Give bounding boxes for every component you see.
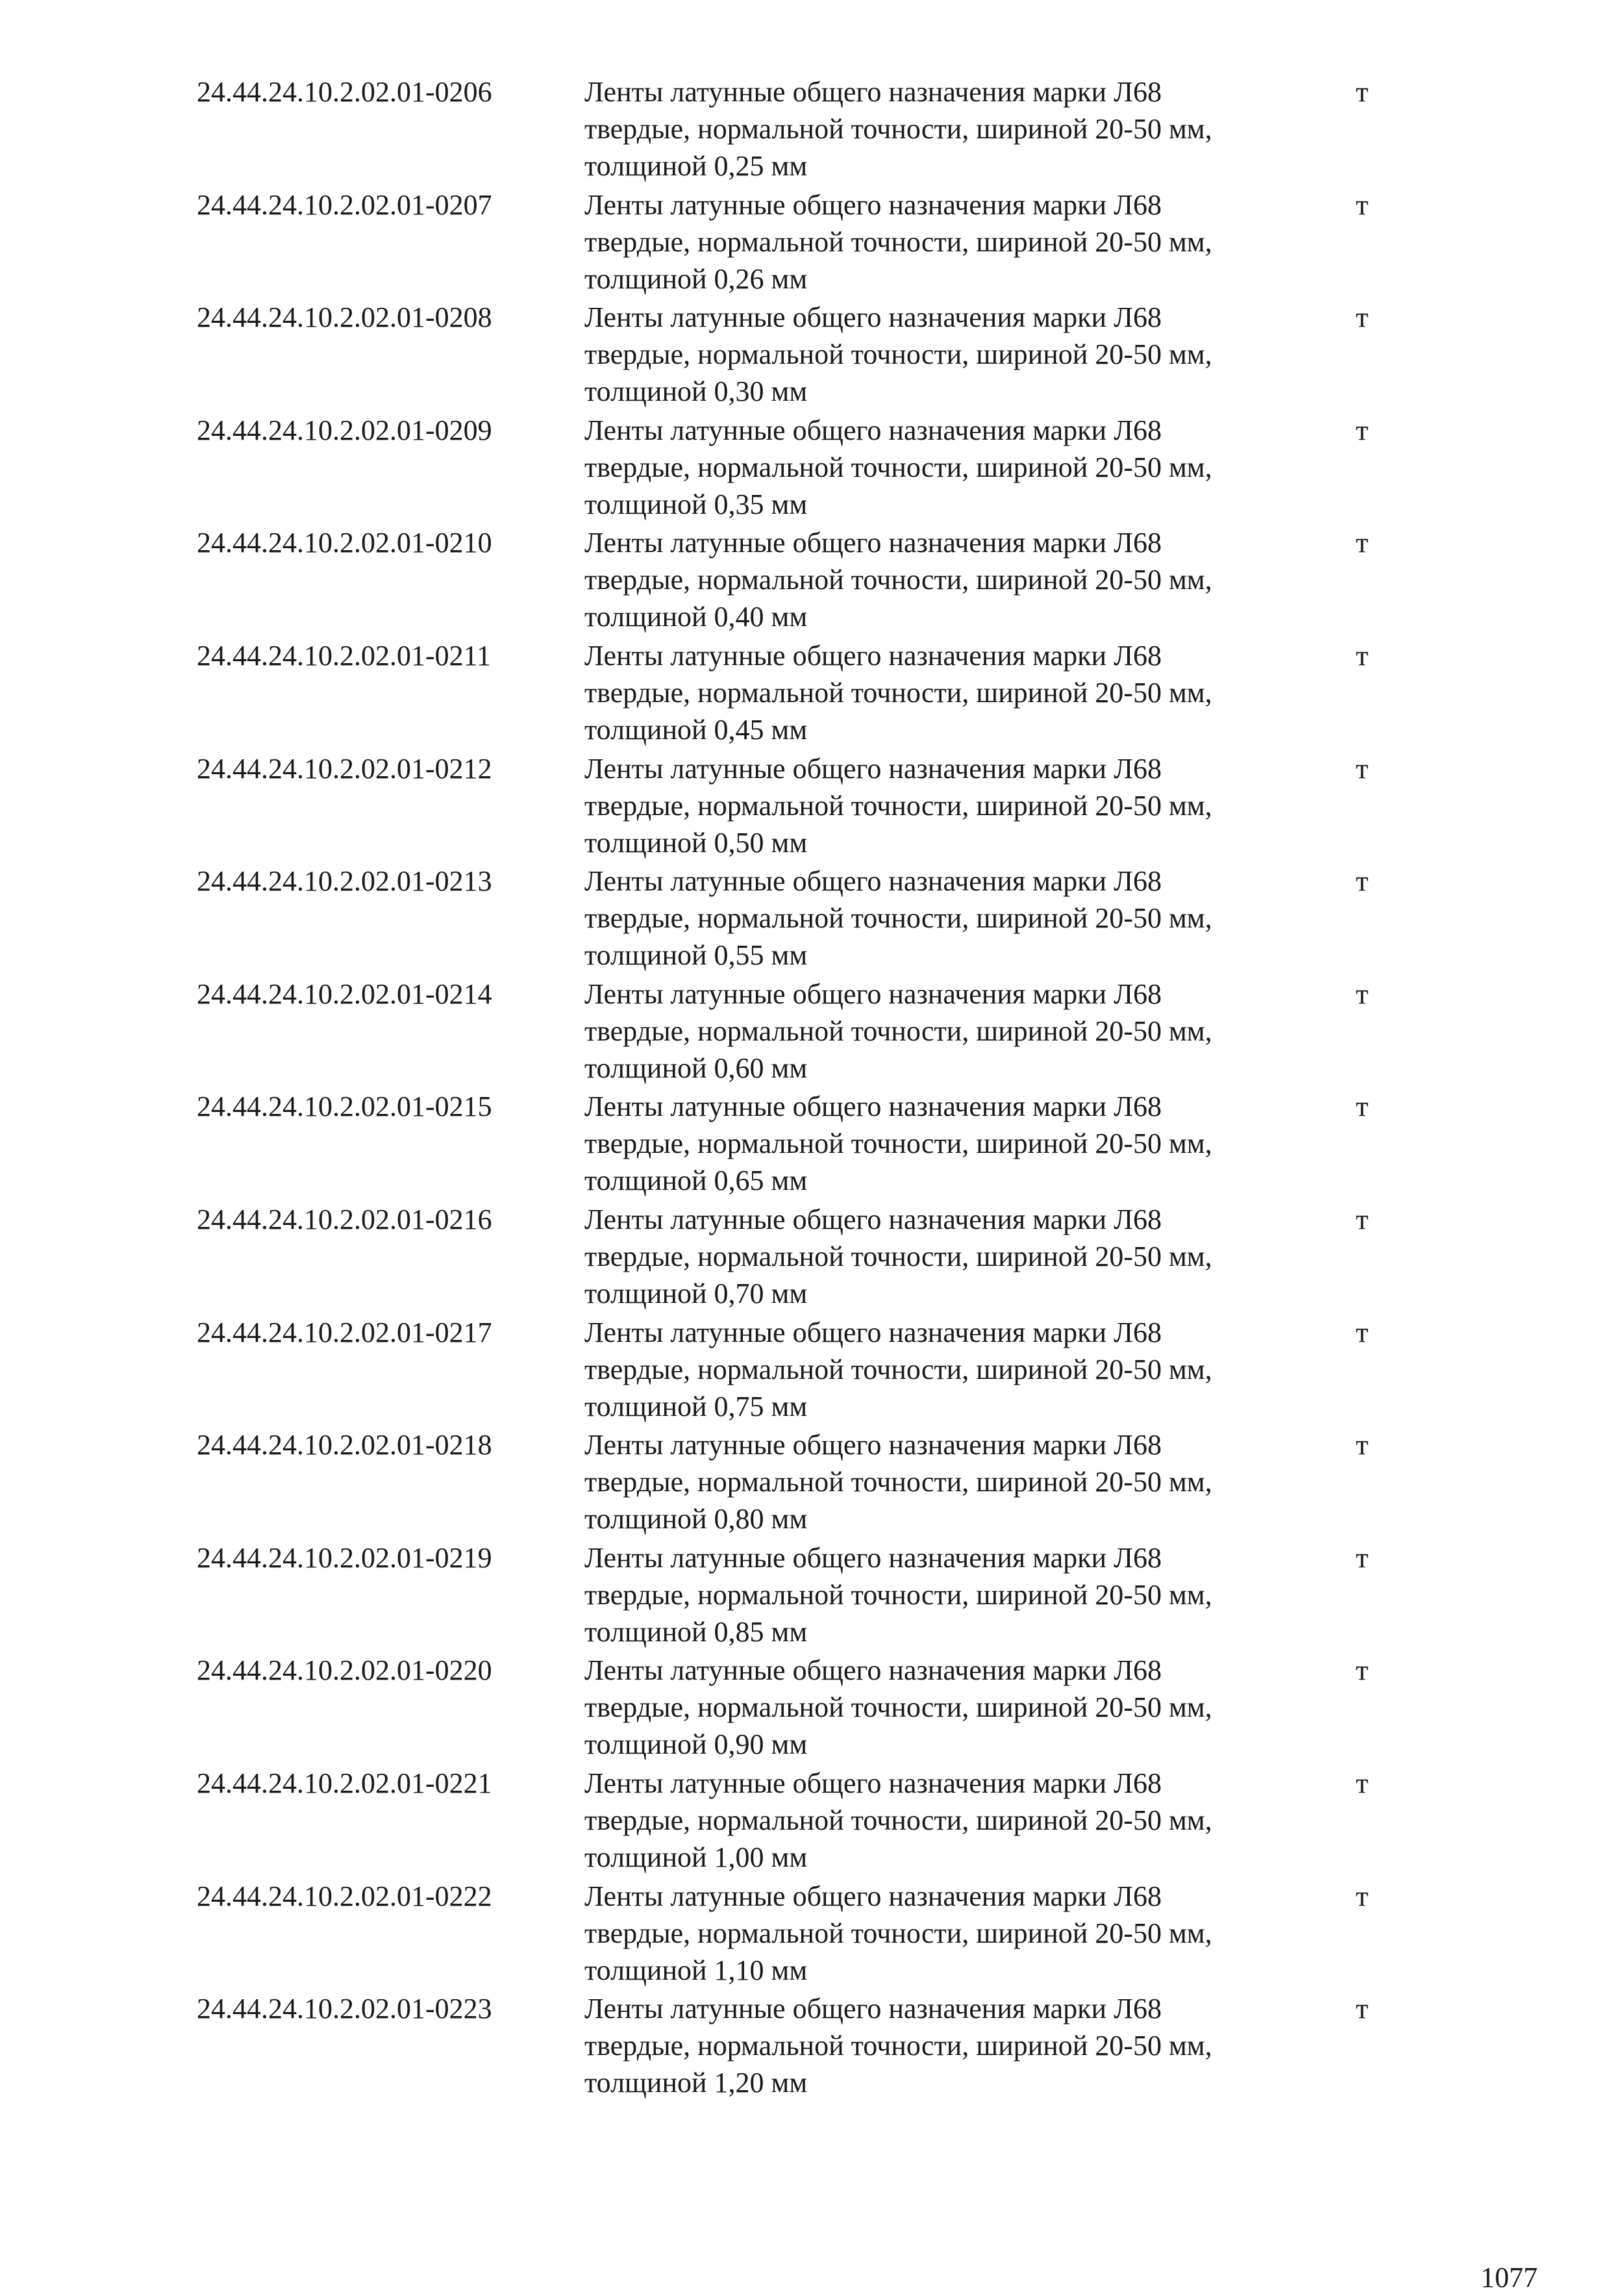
entry-description [584, 637, 1331, 748]
description-line: твердые, нормальной точности, шириной 20-50 мм, [584, 1804, 1212, 1836]
description-line: толщиной 0,25 мм [584, 150, 808, 182]
entry-unit: т [1356, 1203, 1369, 1235]
entry-description [584, 976, 1331, 1087]
entry-unit: т [1356, 527, 1369, 559]
entry-description [584, 1201, 1331, 1312]
list-item [0, 1314, 1611, 1427]
list-item [0, 73, 1611, 186]
entry-description [584, 1878, 1331, 1989]
list-item [0, 1201, 1611, 1314]
entry-code: 24.44.24.10.2.02.01-0221 [197, 1767, 492, 1799]
entry-unit: т [1356, 1091, 1369, 1123]
description-line: твердые, нормальной точности, шириной 20-50 мм, [584, 1128, 1212, 1160]
list-item [0, 1539, 1611, 1652]
description-line: Ленты латунные общего назначения марки Л68 [584, 1654, 1162, 1687]
entry-unit: т [1356, 865, 1369, 898]
description-line: толщиной 0,80 мм [584, 1503, 808, 1535]
description-line: Ленты латунные общего назначения марки Л68 [584, 301, 1162, 334]
description-line: Ленты латунные общего назначения марки Л68 [584, 752, 1162, 785]
description-line: толщиной 0,30 мм [584, 375, 808, 408]
list-item [0, 976, 1611, 1089]
description-line: Ленты латунные общего назначения марки Л68 [584, 527, 1162, 559]
entry-code: 24.44.24.10.2.02.01-0209 [197, 414, 492, 446]
description-line: твердые, нормальной точности, шириной 20-50 мм, [584, 1353, 1212, 1385]
description-line: твердые, нормальной точности, шириной 20-50 мм, [584, 902, 1212, 935]
description-line: Ленты латунные общего назначения марки Л68 [584, 1767, 1162, 1799]
list-item [0, 750, 1611, 863]
description-line: Ленты латунные общего назначения марки Л68 [584, 1429, 1162, 1461]
entry-description [584, 524, 1331, 635]
entry-code: 24.44.24.10.2.02.01-0208 [197, 301, 492, 334]
description-line: толщиной 0,35 мм [584, 488, 808, 520]
list-item [0, 299, 1611, 412]
entry-description [584, 1539, 1331, 1650]
list-item [0, 1765, 1611, 1878]
entry-unit: т [1356, 1767, 1369, 1799]
description-line: толщиной 1,10 мм [584, 1954, 808, 1986]
description-line: толщиной 0,90 мм [584, 1728, 808, 1761]
list-item [0, 1990, 1611, 2103]
description-line: твердые, нормальной точности, шириной 20-50 мм, [584, 564, 1212, 596]
description-line: толщиной 0,55 мм [584, 939, 808, 972]
list-item [0, 1652, 1611, 1765]
description-line: твердые, нормальной точности, шириной 20-50 мм, [584, 789, 1212, 822]
entry-description [584, 1652, 1331, 1763]
entry-description [584, 750, 1331, 861]
description-line: Ленты латунные общего назначения марки Л68 [584, 188, 1162, 221]
description-line: толщиной 0,40 мм [584, 601, 808, 633]
description-line: толщиной 0,70 мм [584, 1277, 808, 1309]
entry-unit: т [1356, 1993, 1369, 2025]
description-line: толщиной 0,85 мм [584, 1615, 808, 1648]
entry-unit: т [1356, 1654, 1369, 1687]
description-line: толщиной 1,20 мм [584, 2067, 808, 2099]
entry-description [584, 299, 1331, 410]
entry-code: 24.44.24.10.2.02.01-0210 [197, 527, 492, 559]
entry-unit: т [1356, 301, 1369, 334]
description-line: твердые, нормальной точности, шириной 20-50 мм, [584, 676, 1212, 709]
description-line: Ленты латунные общего назначения марки Л68 [584, 978, 1162, 1010]
description-line: твердые, нормальной точности, шириной 20-50 мм, [584, 2030, 1212, 2062]
description-line: толщиной 0,45 мм [584, 713, 808, 746]
entry-code: 24.44.24.10.2.02.01-0222 [197, 1880, 492, 1912]
entry-description [584, 1314, 1331, 1425]
description-line: толщиной 0,60 мм [584, 1052, 808, 1084]
description-line: Ленты латунные общего назначения марки Л68 [584, 1541, 1162, 1574]
description-line: твердые, нормальной точности, шириной 20-50 мм, [584, 451, 1212, 483]
entry-code: 24.44.24.10.2.02.01-0223 [197, 1993, 492, 2025]
entry-unit: т [1356, 639, 1369, 672]
description-line: Ленты латунные общего назначения марки Л68 [584, 1316, 1162, 1348]
description-line: Ленты латунные общего назначения марки Л68 [584, 865, 1162, 898]
entry-unit: т [1356, 1541, 1369, 1574]
entry-code: 24.44.24.10.2.02.01-0220 [197, 1654, 492, 1687]
entry-code: 24.44.24.10.2.02.01-0212 [197, 752, 492, 785]
description-line: Ленты латунные общего назначения марки Л68 [584, 76, 1162, 108]
description-line: твердые, нормальной точности, шириной 20-50 мм, [584, 1691, 1212, 1724]
description-line: твердые, нормальной точности, шириной 20-50 мм, [584, 113, 1212, 145]
entry-code: 24.44.24.10.2.02.01-0216 [197, 1203, 492, 1235]
entry-code: 24.44.24.10.2.02.01-0207 [197, 188, 492, 221]
description-line: твердые, нормальной точности, шириной 20-50 мм, [584, 1578, 1212, 1611]
entry-description [584, 1990, 1331, 2101]
description-line: толщиной 0,65 мм [584, 1165, 808, 1197]
entry-unit: т [1356, 76, 1369, 108]
entry-code: 24.44.24.10.2.02.01-0211 [197, 639, 492, 672]
description-line: твердые, нормальной точности, шириной 20-50 мм, [584, 1466, 1212, 1498]
entry-code: 24.44.24.10.2.02.01-0218 [197, 1429, 492, 1461]
description-line: твердые, нормальной точности, шириной 20-50 мм, [584, 225, 1212, 258]
entry-unit: т [1356, 414, 1369, 446]
description-line: толщиной 0,26 мм [584, 262, 808, 295]
entry-unit: т [1356, 978, 1369, 1010]
entry-description [584, 73, 1331, 184]
description-line: толщиной 1,00 мм [584, 1841, 808, 1873]
description-line: Ленты латунные общего назначения марки Л68 [584, 639, 1162, 672]
list-item [0, 1878, 1611, 1991]
page-number: 1077 [1480, 2262, 1538, 2293]
description-line: Ленты латунные общего назначения марки Л68 [584, 1091, 1162, 1123]
entry-unit: т [1356, 188, 1369, 221]
entry-code: 24.44.24.10.2.02.01-0219 [197, 1541, 492, 1574]
entry-description [584, 1426, 1331, 1537]
entry-code: 24.44.24.10.2.02.01-0214 [197, 978, 492, 1010]
description-line: твердые, нормальной точности, шириной 20-50 мм, [584, 1015, 1212, 1047]
list-item [0, 863, 1611, 976]
list-item [0, 1426, 1611, 1539]
list-item [0, 186, 1611, 299]
description-line: Ленты латунные общего назначения марки Л68 [584, 1880, 1162, 1912]
description-line: твердые, нормальной точности, шириной 20-50 мм, [584, 338, 1212, 371]
entry-unit: т [1356, 1316, 1369, 1348]
entry-code: 24.44.24.10.2.02.01-0217 [197, 1316, 492, 1348]
description-line: Ленты латунные общего назначения марки Л68 [584, 414, 1162, 446]
description-line: Ленты латунные общего назначения марки Л68 [584, 1993, 1162, 2025]
description-line: толщиной 0,50 мм [584, 826, 808, 859]
description-line: твердые, нормальной точности, шириной 20-50 мм, [584, 1917, 1212, 1949]
list-item [0, 412, 1611, 525]
entry-description [584, 1088, 1331, 1199]
entry-description [584, 863, 1331, 974]
entry-code: 24.44.24.10.2.02.01-0206 [197, 76, 492, 108]
list-item [0, 637, 1611, 750]
list-item [0, 1088, 1611, 1201]
entry-code: 24.44.24.10.2.02.01-0215 [197, 1091, 492, 1123]
entry-code: 24.44.24.10.2.02.01-0213 [197, 865, 492, 898]
description-line: Ленты латунные общего назначения марки Л68 [584, 1203, 1162, 1235]
entry-unit: т [1356, 752, 1369, 785]
entries-list [0, 73, 1611, 2103]
entry-unit: т [1356, 1429, 1369, 1461]
entry-unit: т [1356, 1880, 1369, 1912]
list-item [0, 524, 1611, 637]
entry-description [584, 412, 1331, 523]
entry-description [584, 1765, 1331, 1876]
description-line: твердые, нормальной точности, шириной 20-50 мм, [584, 1240, 1212, 1272]
entry-description [584, 186, 1331, 297]
description-line: толщиной 0,75 мм [584, 1390, 808, 1422]
